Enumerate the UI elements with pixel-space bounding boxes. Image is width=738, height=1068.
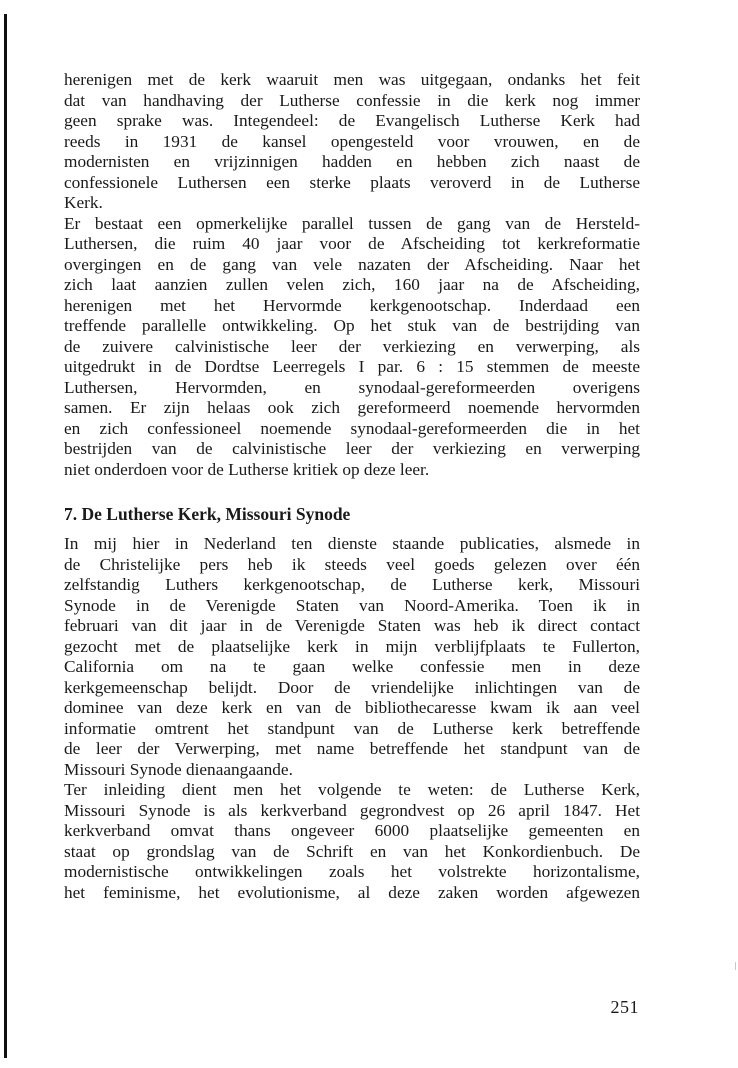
text-line: Er bestaat een opmerkelijke parallel tussen de gang van de Hersteld- — [64, 213, 640, 233]
text-line: dat van handhaving der Lutherse confessie in die kerk nog immer — [64, 90, 640, 110]
paragraph-4 — [64, 780, 640, 903]
paragraph-2 — [64, 214, 640, 481]
text-line: In mij hier in Nederland ten dienste staande publicaties, alsmede in — [64, 534, 640, 553]
binding-edge — [4, 14, 7, 1058]
paragraph-1 — [64, 70, 640, 214]
text-line: confessionele Luthersen een sterke plaats veroverd in de Lutherse — [64, 172, 640, 192]
text-line: treffende parallelle ontwikkeling. Op het stuk van de bestrijding van — [64, 316, 640, 335]
text-line: Missouri Synode dienaangaande. — [64, 759, 293, 779]
text-line: en zich confessioneel noemende synodaal-gereformeerden die in het — [64, 418, 640, 438]
text-line: samen. Er zijn helaas ook zich gereformeerd noemende hervormden — [64, 398, 640, 417]
page-body — [64, 70, 640, 903]
scan-mark — [735, 962, 736, 970]
text-line: uitgedrukt in de Dordtse Leerregels I par. 6 : 15 stemmen de meeste — [64, 357, 640, 376]
text-line: Luthersen, die ruim 40 jaar voor de Afscheiding tot kerkreformatie — [64, 234, 640, 253]
text-line: Luthersen, Hervormden, en synodaal-gereformeerden overigens — [64, 377, 640, 397]
text-line: zelfstandig Luthers kerkgenootschap, de Lutherse kerk, Missouri — [64, 575, 640, 594]
paragraph-3 — [64, 534, 640, 780]
text-line: staat op grondslag van de Schrift en van het Konkordienbuch. De — [64, 841, 640, 861]
text-line: kerkgemeenschap belijdt. Door de vriendelijke inlichtingen van de — [64, 677, 640, 697]
page-number: 251 — [610, 997, 639, 1017]
text-line: Ter inleiding dient men het volgende te weten: de Lutherse Kerk, — [64, 780, 640, 799]
text-line: de leer der Verwerping, met name betreffende het standpunt van de — [64, 739, 640, 758]
text-line: modernistische ontwikkelingen zoals het volstrekte horizontalisme, — [64, 862, 640, 881]
section-heading: 7. De Lutherse Kerk, Missouri Synode — [64, 504, 351, 524]
text-line: reeds in 1931 de kansel opengesteld voor vrouwen, en de — [64, 131, 640, 151]
text-line: geen sprake was. Integendeel: de Evangelisch Lutherse Kerk had — [64, 111, 640, 130]
text-line: februari van dit jaar in de Verenigde Staten was heb ik direct contact — [64, 616, 640, 635]
text-line: het feminisme, het evolutionisme, al deze zaken worden afgewezen — [64, 882, 640, 902]
text-line: Missouri Synode is als kerkverband gegrondvest op 26 april 1847. Het — [64, 800, 640, 820]
text-line: niet onderdoen voor de Lutherse kritiek op deze leer. — [64, 459, 430, 479]
text-line: de Christelijke pers heb ik steeds veel goeds gelezen over één — [64, 554, 640, 574]
text-line: zich laat aanzien zullen velen zich, 160 jaar na de Afscheiding, — [64, 275, 640, 294]
text-line: kerkverband omvat thans ongeveer 6000 plaatselijke gemeenten en — [64, 821, 640, 840]
text-line: California om na te gaan welke confessie men in deze — [64, 657, 640, 676]
text-line: overgingen en de gang van vele nazaten der Afscheiding. Naar het — [64, 254, 640, 274]
text-line: dominee van deze kerk en van de bibliothecaresse kwam ik aan veel — [64, 698, 640, 717]
text-line: informatie omtrent het standpunt van de Lutherse kerk betreffende — [64, 718, 640, 738]
text-line: gezocht met de plaatselijke kerk in mijn verblijfplaats te Fullerton, — [64, 636, 640, 656]
text-line: bestrijden van de calvinistische leer der verkiezing en verwerping — [64, 439, 640, 458]
text-line: Kerk. — [64, 193, 103, 212]
text-line: de zuivere calvinistische leer der verkiezing en verwerping, als — [64, 336, 640, 356]
text-line: herenigen met het Hervormde kerkgenootschap. Inderdaad een — [64, 295, 640, 315]
text-line: Synode in de Verenigde Staten van Noord-Amerika. Toen ik in — [64, 595, 640, 615]
text-line: herenigen met de kerk waaruit men was uitgegaan, ondanks het feit — [64, 70, 640, 89]
text-line: modernisten en vrijzinnigen hadden en hebben zich naast de — [64, 152, 640, 171]
